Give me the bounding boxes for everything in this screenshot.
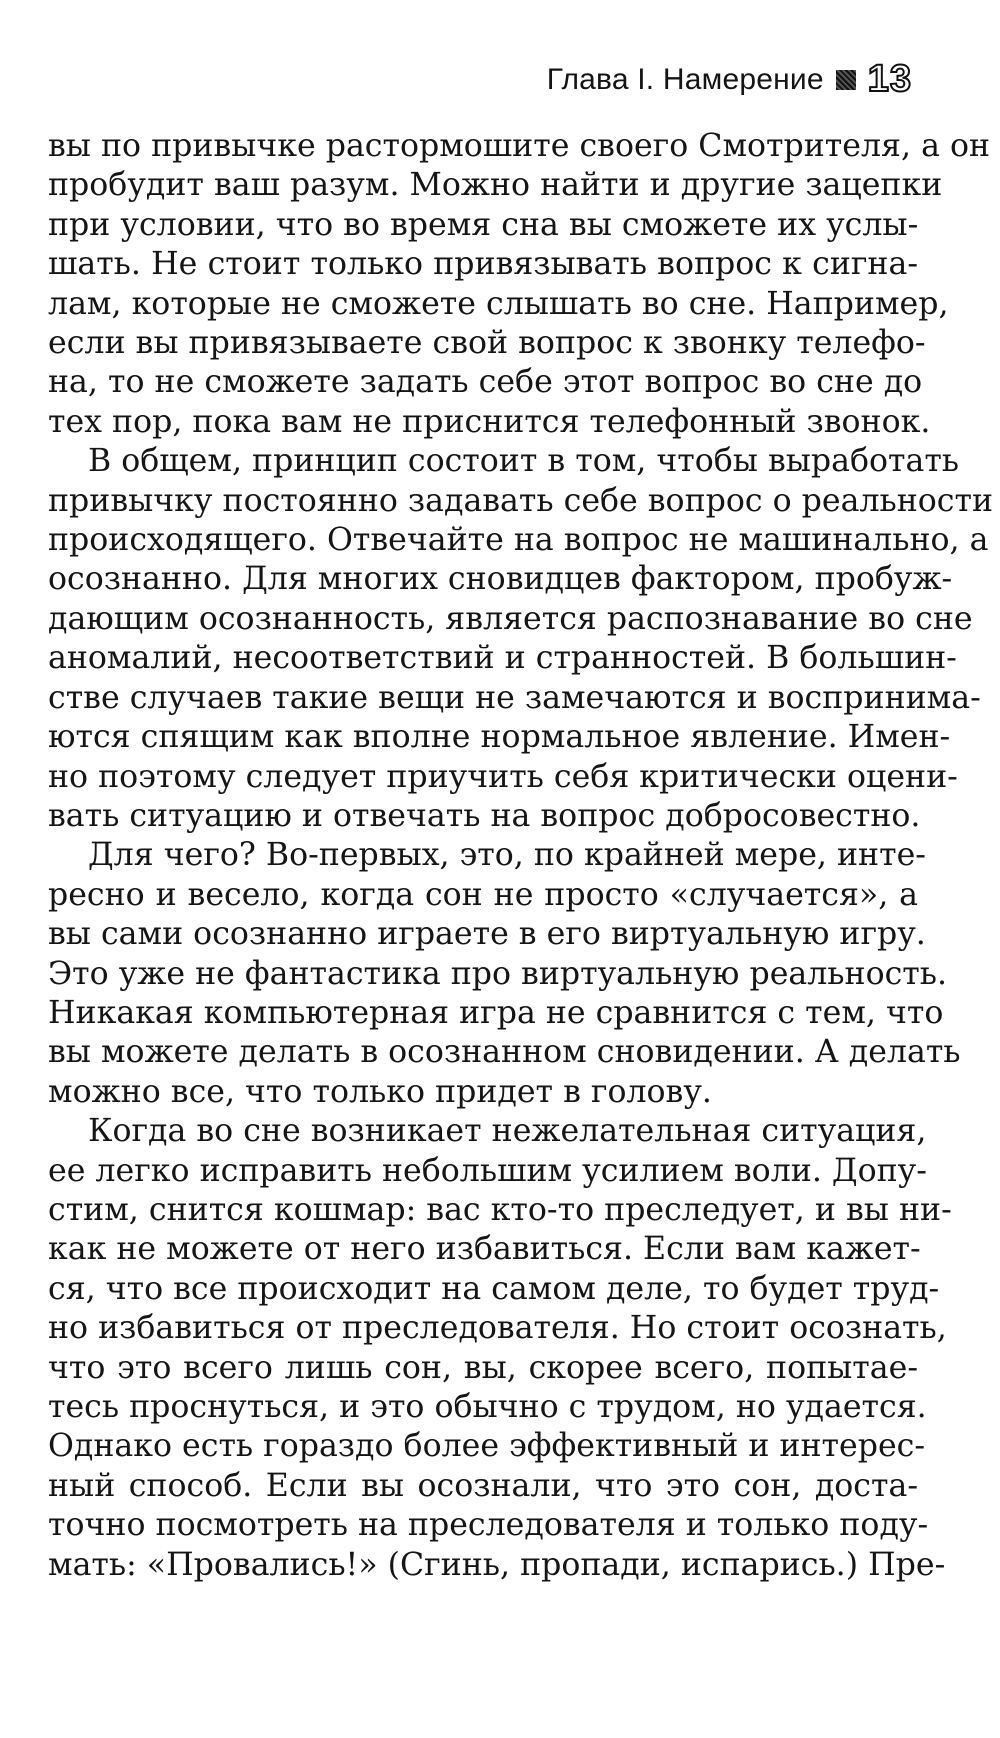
paragraph <box>48 836 961 1112</box>
text-line: Когда во сне возникает нежелательная ситуация, <box>88 1113 927 1150</box>
text-line: но поэтому следует приучить себя критически оцени- <box>48 758 958 795</box>
text-line: Для чего? Во-первых, это, по крайней мере, инте- <box>88 837 926 874</box>
text-line: вать ситуацию и отвечать на вопрос добросовестно. <box>48 797 921 834</box>
text-line: ются спящим как вполне нормальное явление. Имен- <box>48 719 951 756</box>
text-line: лам, которые не сможете слышать во сне. Например, <box>48 285 949 322</box>
text-line: если вы привязываете свой вопрос к звонку телефо- <box>48 325 926 362</box>
text-line: тесь проснуться, и это обычно с трудом, но удается. <box>48 1389 927 1425</box>
text-line: осознанно. Для многих сновидцев фактором, пробуж- <box>48 561 953 598</box>
text-line: стим, снится кошмар: вас кто-то преследует, и вы ни- <box>48 1191 952 1228</box>
paragraph <box>48 127 991 442</box>
text-line: точно посмотреть на преследователя и только поду- <box>48 1507 929 1544</box>
text-line: на, то не сможете задать себе этот вопрос во сне до <box>48 364 923 401</box>
text-line: В общем, принцип состоит в том, чтобы выработать <box>88 443 960 480</box>
text-line: ее легко исправить небольшим усилием воли. Допу- <box>48 1152 927 1189</box>
text-line: при условии, что во время сна вы сможете их услы- <box>48 206 919 243</box>
text-line: вы сами осознанно играете в его виртуальную игру. <box>48 916 926 953</box>
text-line: Это уже не фантастика про виртуальную реальность. <box>48 955 948 992</box>
text-line: можно все, что только придет в голову. <box>48 1073 712 1110</box>
text-line: вы по привычке растормошите своего Смотрителя, а он <box>48 128 991 164</box>
text-line: дающим осознанность, является распознавание во сне <box>48 600 973 637</box>
text-line: шать. Не стоит только привязывать вопрос к сигна- <box>48 246 918 283</box>
running-head <box>547 58 912 101</box>
text-line: происходящего. Отвечайте на вопрос не машинально, а <box>48 522 989 559</box>
text-line: что это всего лишь сон, вы, скорее всего, попытае- <box>48 1349 918 1386</box>
chapter-title: Глава I. Намерение <box>546 62 824 96</box>
text-line: Однако есть гораздо более эффективный и интерес- <box>48 1428 926 1465</box>
body-text <box>48 127 994 1585</box>
text-line: привычку постоянно задавать себе вопрос о реальности <box>48 482 994 519</box>
text-line: ный способ. Если вы осознали, что это сон, доста- <box>48 1467 918 1504</box>
square-marker-icon <box>836 70 856 90</box>
text-line: пробудит ваш разум. Можно найти и другие зацепки <box>48 167 943 204</box>
text-line: ресно и весело, когда сон не просто «случается», а <box>48 876 918 913</box>
text-line: аномалий, несоответствий и странностей. В большин- <box>48 640 957 677</box>
page-number: 13 <box>867 58 912 100</box>
text-line: тех пор, пока вам не приснится телефонный звонок. <box>48 403 931 440</box>
text-line: Никакая компьютерная игра не сравнится с тем, что <box>48 994 944 1031</box>
text-line: мать: «Провались!» (Сгинь, пропади, испарись.) Пре- <box>48 1546 946 1583</box>
text-line: но избавиться от преследователя. Но стоит осознать, <box>48 1310 947 1347</box>
text-line: ся, что все происходит на самом деле, то будет труд- <box>48 1270 940 1307</box>
text-line: как не можете от него избавиться. Если вам кажет- <box>48 1231 921 1268</box>
text-line: стве случаев такие вещи не замечаются и воспринима- <box>48 679 981 716</box>
text-line: вы можете делать в осознанном сновидении. А делать <box>48 1034 961 1071</box>
paragraph <box>48 1112 952 1585</box>
paragraph <box>48 442 994 836</box>
